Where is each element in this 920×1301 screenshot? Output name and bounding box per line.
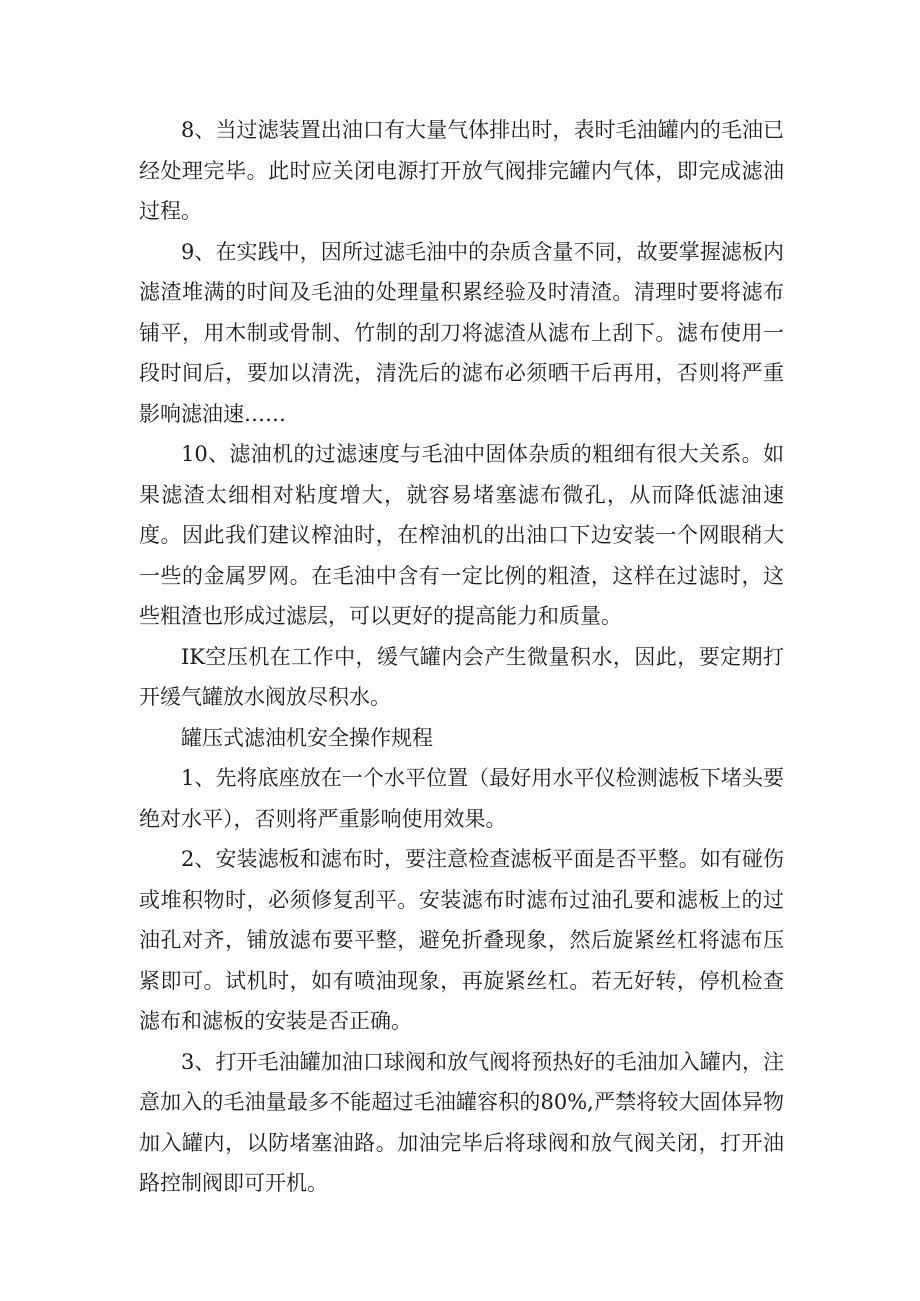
paragraph-compressor-note: IK空压机在工作中，缓气罐内会产生微量积水，因此，要定期打开缓气罐放水阀放尽积水。 [139,644,784,709]
paragraph-rule-3: 3、打开毛油罐加油口球阀和放气阀将预热好的毛油加入罐内，注意加入的毛油量最多不能超过毛油罐容积的80%,严禁将较大固体异物加入罐内，以防堵塞油路。加油完毕后将球阀和放气阀关闭，打开油路控制阀即可开机。 [139,1049,784,1195]
document-body [139,110,784,1204]
paragraph-step-8: 8、当过滤装置出油口有大量气体排出时，表时毛油罐内的毛油已经处理完毕。此时应关闭电源打开放气阀排完罐内气体，即完成滤油过程。 [139,118,784,223]
paragraph-step-10: 10、滤油机的过滤速度与毛油中固体杂质的粗细有很大关系。如果滤渣太细相对粘度增大，就容易堵塞滤布微孔，从而降低滤油速度。因此我们建议榨油时，在榨油机的出油口下边安装一个网眼稍大一些的金属罗网。在毛油中含有一定比例的粗渣，这样在过滤时，这些粗渣也形成过滤层，可以更好的提高能力和质量。 [139,442,784,628]
paragraph-rule-2: 2、安装滤板和滤布时，要注意检查滤板平面是否平整。如有碰伤或堆积物时，必须修复刮平。安装滤布时滤布过油孔要和滤板上的过油孔对齐，铺放滤布要平整，避免折叠现象，然后旋紧丝杠将滤布压紧即可。试机时，如有喷油现象，再旋紧丝杠。若无好转，停机检查滤布和滤板的安装是否正确。 [139,847,784,1033]
section-title: 罐压式滤油机安全操作规程 [181,725,433,750]
paragraph-rule-1: 1、先将底座放在一个水平位置（最好用水平仪检测滤板下堵头要绝对水平），否则将严重影响使用效果。 [139,766,784,831]
paragraph-step-9: 9、在实践中，因所过滤毛油中的杂质含量不同，故要掌握滤板内滤渣堆满的时间及毛油的处理量积累经验及时清渣。清理时要将滤布铺平，用木制或骨制、竹制的刮刀将滤渣从滤布上刮下。滤布使用一段时间后，要加以清洗，清洗后的滤布必须晒干后再用，否则将严重影响滤油速…… [139,239,784,426]
